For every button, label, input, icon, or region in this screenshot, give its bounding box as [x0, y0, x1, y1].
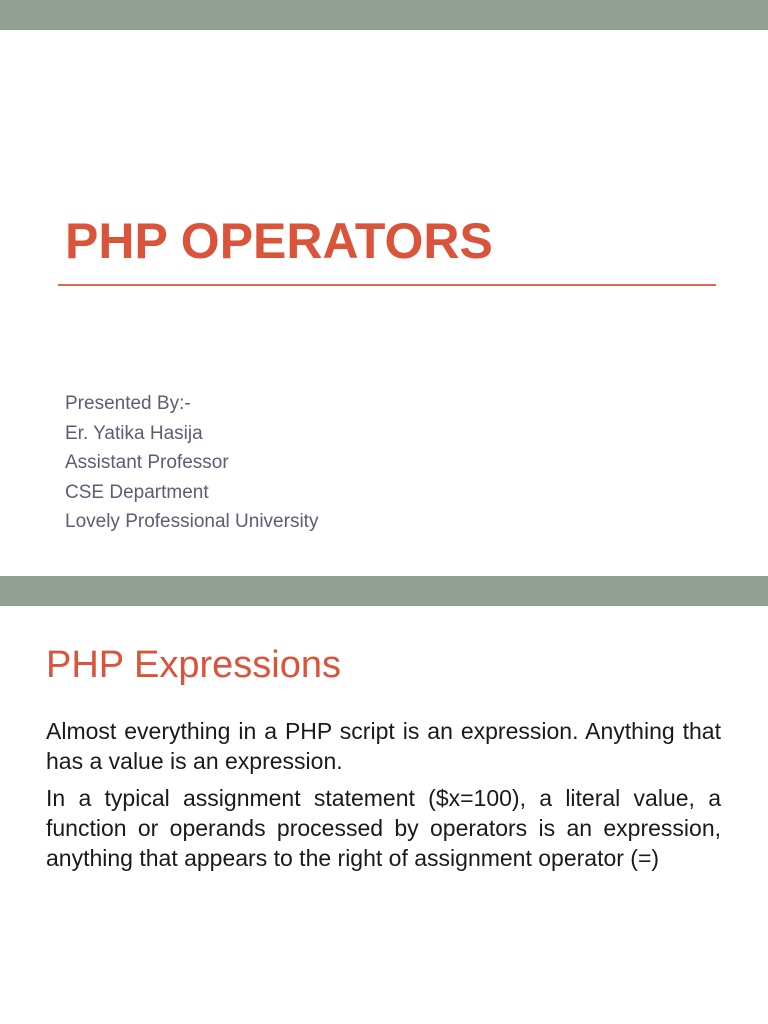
top-header-band: [0, 0, 768, 30]
presenter-university: Lovely Professional University: [65, 511, 319, 532]
title-underline-divider: [58, 284, 716, 286]
presenter-label: Presented By:-: [65, 393, 191, 414]
expression-definition-paragraph: Almost everything in a PHP script is an expression. Anything that has a value is an expression.: [46, 718, 721, 774]
presenter-info: [65, 391, 318, 539]
slide-title-heading: PHP OPERATORS: [65, 213, 493, 269]
presenter-name: Er. Yatika Hasija: [65, 422, 203, 444]
presenter-department: CSE Department: [65, 481, 209, 503]
presenter-role: Assistant Professor: [65, 452, 229, 473]
assignment-example-paragraph: In a typical assignment statement ($x=100), a literal value, a function or operands processed by operators is an expression, anything that appears to the right of assignment operator (=): [46, 785, 721, 871]
slide-expressions-heading: PHP Expressions: [46, 644, 341, 686]
slide-separator-band: [0, 576, 768, 606]
